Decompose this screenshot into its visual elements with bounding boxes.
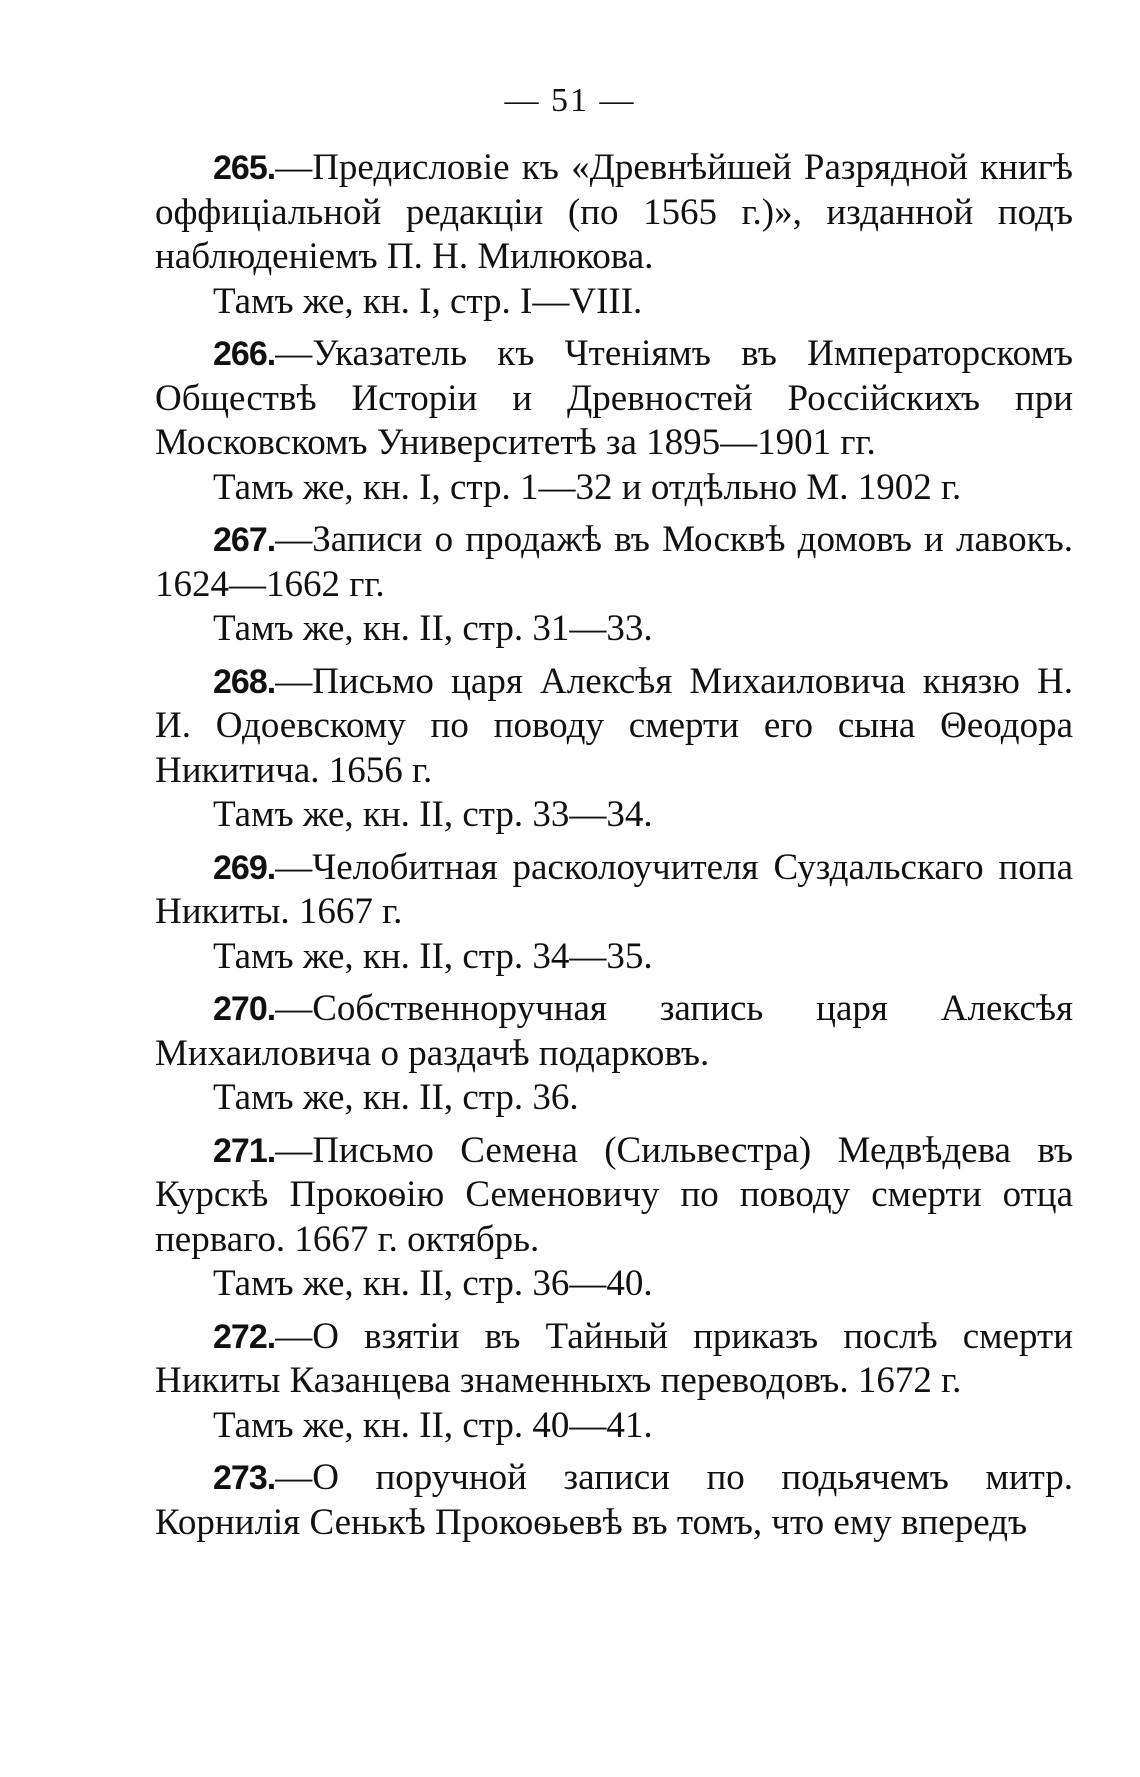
entry-title bbox=[155, 1129, 1073, 1263]
entry-number: 266. bbox=[213, 335, 276, 373]
entry-number: 268. bbox=[213, 662, 276, 701]
entry-source: Тамъ же, кн. II, стр. 34—35. bbox=[213, 935, 653, 977]
entry-text: —О поручной записи по подьячемъ митр. Корнилія Сенькѣ Прокоѳьевѣ въ томъ, что ему впередъ bbox=[155, 1457, 1073, 1543]
entry-source: Тамъ же, кн. II, стр. 31—33. bbox=[213, 608, 653, 649]
entry-title bbox=[155, 660, 1073, 794]
entry-text: —Предисловіе къ «Древнѣйшей Разрядной книгѣ оффиціальной редакціи (по 1565 г.)», изданной подъ наблюденіемъ П. Н. Милюкова. bbox=[155, 147, 1073, 277]
entry-title bbox=[155, 146, 1073, 280]
entry-number: 272. bbox=[213, 1317, 276, 1356]
entry-266 bbox=[155, 332, 1073, 510]
entry-text: —Письмо царя Алексѣя Михаиловича князю Н. И. Одоевскому по поводу смерти его сына Θеодора Никитича. 1656 г. bbox=[155, 660, 1073, 791]
entry-number: 271. bbox=[213, 1131, 276, 1170]
entry-text: —Указатель къ Чтеніямъ въ Императорскомъ Обществѣ Исторіи и Древностей Россійскихъ при Московскомъ Университетѣ за 1895—1901 гг. bbox=[155, 333, 1073, 463]
entry-source: Тамъ же, кн. II, стр. 33—34. bbox=[213, 794, 653, 835]
entry-number: 273. bbox=[213, 1459, 276, 1497]
entry-text: —Челобитная расколоучителя Суздальскаго попа Никиты. 1667 г. bbox=[155, 846, 1073, 932]
entry-text: —Письмо Семена (Сильвестра) Медвѣдева въ Курскѣ Прокоѳію Семеновичу по поводу смерти отца перваго. 1667 г. октябрь. bbox=[155, 1129, 1073, 1260]
entry-title bbox=[155, 1456, 1073, 1545]
entry-title bbox=[155, 518, 1073, 607]
entry-text: —Собственноручная запись царя Алексѣя Михаиловича о раздачѣ подарковъ. bbox=[155, 988, 1073, 1074]
entry-source: Тамъ же, кн. II, стр. 36—40. bbox=[213, 1263, 653, 1304]
entry-number: 269. bbox=[213, 848, 276, 887]
page-number: — 51 — bbox=[504, 82, 636, 119]
entry-title bbox=[155, 332, 1073, 466]
entry-source: Тамъ же, кн. II, стр. 36. bbox=[213, 1077, 579, 1118]
entry-text: —О взятіи въ Тайный приказъ послѣ смерти Никиты Казанцева знаменныхъ переводовъ. 1672 г. bbox=[155, 1315, 1073, 1401]
entry-title bbox=[155, 987, 1073, 1076]
entries-list bbox=[155, 146, 1073, 1545]
entry-269 bbox=[155, 846, 1073, 980]
entry-268 bbox=[155, 660, 1073, 838]
entry-source: Тамъ же, кн. I, стр. 1—32 и отдѣльно М. 1902 г. bbox=[213, 466, 962, 508]
entry-272 bbox=[155, 1315, 1073, 1449]
entry-source: Тамъ же, кн. I, стр. I—VIII. bbox=[213, 280, 643, 322]
entry-265 bbox=[155, 146, 1073, 324]
entry-271 bbox=[155, 1129, 1073, 1307]
entry-270 bbox=[155, 987, 1073, 1121]
entry-title bbox=[155, 1315, 1073, 1404]
entry-text: —Записи о продажѣ въ Москвѣ домовъ и лавокъ. 1624—1662 гг. bbox=[155, 519, 1073, 605]
entry-title bbox=[155, 846, 1073, 935]
entry-273 bbox=[155, 1456, 1073, 1545]
entry-source: Тамъ же, кн. II, стр. 40—41. bbox=[213, 1404, 653, 1446]
entry-number: 265. bbox=[213, 149, 276, 187]
entry-267 bbox=[155, 518, 1073, 652]
entry-number: 267. bbox=[213, 521, 276, 559]
entry-number: 270. bbox=[213, 990, 276, 1028]
